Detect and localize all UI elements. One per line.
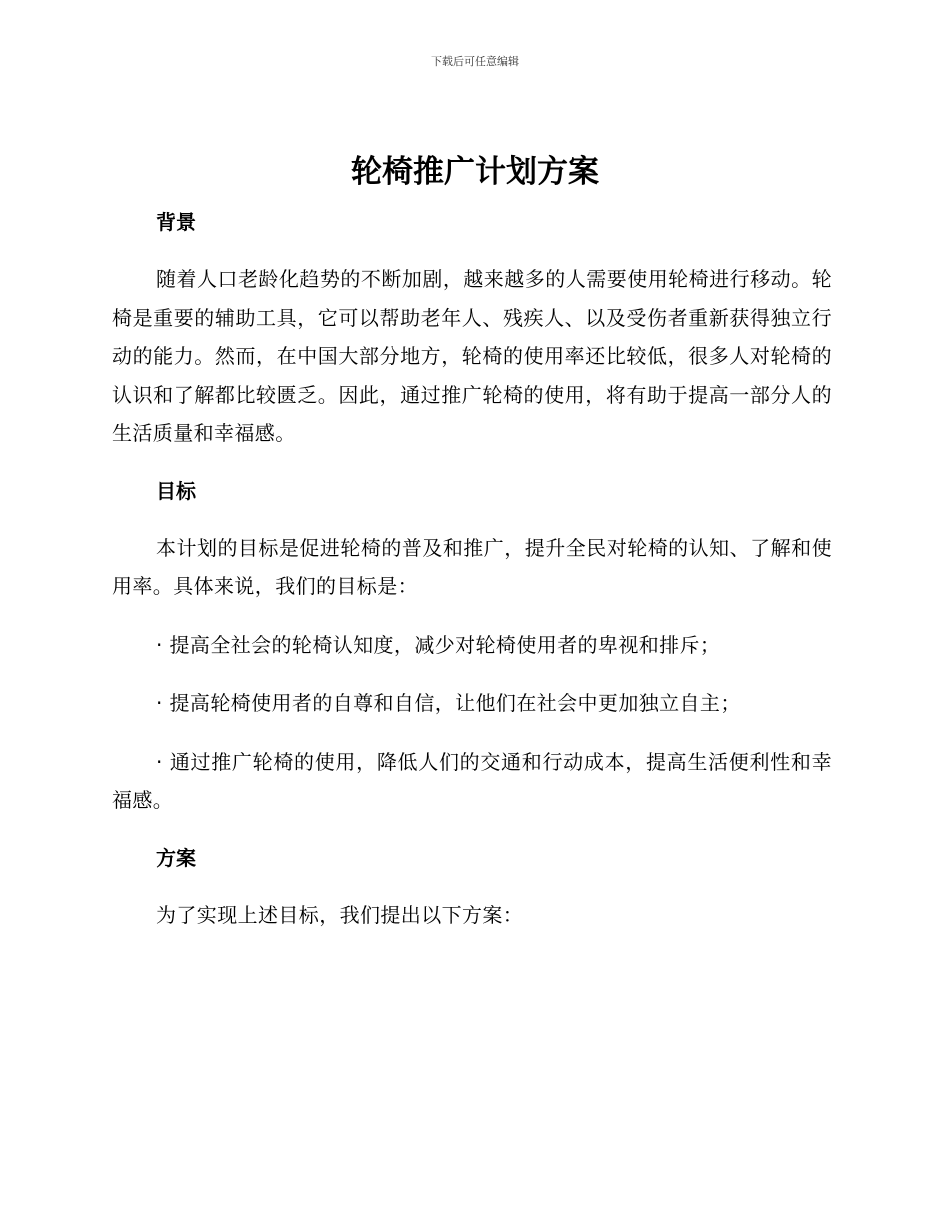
section-heading-plan: 方案 xyxy=(156,845,196,870)
section-plan xyxy=(112,840,832,935)
document-title: 轮椅推广计划方案 xyxy=(351,154,599,190)
goal-bullet-item: · 提高全社会的轮椅认知度，减少对轮椅使用者的卑视和排斥； xyxy=(156,632,721,657)
background-paragraph: 随着人口老龄化趋势的不断加剧，越来越多的人需要使用轮椅进行移动。轮椅是重要的辅助工具，它可以帮助老年人、残疾人、以及受伤者重新获得独立行动的能力。然而，在中国大部分地方，轮椅的使用率还比较低，很多人对轮椅的认识和了解都比较匮乏。因此，通过推广轮椅的使用，将有助于提高一部分人的生活质量和幸福感。 xyxy=(112,267,832,445)
section-goals xyxy=(112,473,832,820)
goals-paragraph: 本计划的目标是促进轮椅的普及和推广，提升全民对轮椅的认知、了解和使用率。具体来说，我们的目标是： xyxy=(112,535,832,598)
goal-bullet-item: · 通过推广轮椅的使用，降低人们的交通和行动成本，提高生活便利性和幸福感。 xyxy=(112,749,832,812)
section-heading-goals: 目标 xyxy=(156,478,196,503)
goal-bullet-item: · 提高轮椅使用者的自尊和自信，让他们在社会中更加独立自主； xyxy=(156,691,741,715)
plan-paragraph: 为了实现上述目标，我们提出以下方案： xyxy=(156,902,524,927)
document-body xyxy=(112,204,832,934)
section-heading-background: 背景 xyxy=(156,210,196,234)
section-background xyxy=(112,204,832,453)
page-header-note: 下载后可任意编辑 xyxy=(431,55,519,68)
